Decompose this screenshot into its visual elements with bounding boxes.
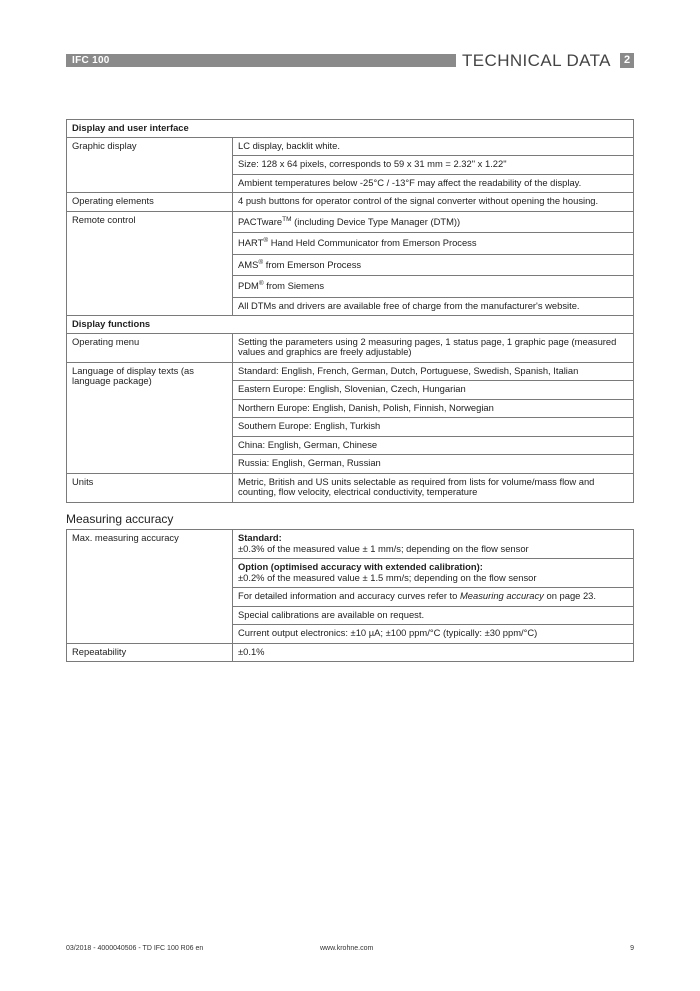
detail-page: on page 23. [543,590,597,601]
table-row [67,530,634,559]
pdm-text: PDM [238,280,259,291]
display-functions-table [66,119,634,503]
table-cell [233,211,634,233]
table-cell [233,559,634,588]
table-row [67,193,634,212]
table-cell: Setting the parameters using 2 measuring pages, 1 status page, 1 graphic page (measured values and graphics are freely adjustable) [233,333,634,362]
table-cell: Current output electronics: ±10 µA; ±100 ppm/°C (typically: ±30 ppm/°C) [233,625,634,644]
ams-text: AMS [238,258,259,270]
table-cell: Special calibrations are available on request. [233,606,634,625]
pactware-rest: (including Device Type Manager (DTM)) [291,215,461,227]
table-cell [233,233,634,255]
trademark-mark: TM [282,215,292,223]
hart-rest: Hand Held Communicator from Emerson Process [268,237,477,248]
row-label-operating-elements: Operating elements [67,193,233,212]
table-cell: 4 push buttons for operator control of the signal converter without opening the housing. [233,193,634,212]
table-row [67,333,634,362]
chapter-number: 2 [620,53,634,68]
hart-text: HART [238,237,264,248]
chapter-title: TECHNICAL DATA [462,51,611,70]
standard-text: ±0.3% of the measured value ± 1 mm/s; depending on the flow sensor [238,542,529,554]
table-cell: Ambient temperatures below -25°C / -13°F may affect the readability of the display. [233,174,634,193]
table-cell: Russia: English, German, Russian [233,455,634,474]
table-cell: All DTMs and drivers are available free of charge from the manufacturer's website. [233,297,634,316]
table-cell: LC display, backlit white. [233,137,634,156]
pdm-rest: from Siemens [263,280,325,291]
table-cell [233,276,634,298]
table-row [67,362,634,381]
measuring-accuracy-reference: Measuring accuracy [459,590,544,601]
table-cell: Metric, British and US units selectable as required from lists for volume/mass flow and counting, flow velocity, electrical conductivity, temperature [233,473,634,502]
registered-mark: ® [258,258,264,266]
option-heading: Option (optimised accuracy with extended calibration): [238,561,483,572]
table-row [67,316,634,334]
table-row [67,473,634,502]
section-heading-display: Display and user interface [67,120,634,138]
registered-mark: ® [258,279,264,287]
table-row [67,211,634,233]
table-row [67,120,634,138]
option-text: ±0.2% of the measured value ± 1.5 mm/s; depending on the flow sensor [238,571,537,583]
table-row [67,137,634,156]
header-bar [66,54,456,67]
row-label-max-accuracy: Max. measuring accuracy [67,530,233,644]
table-cell: Eastern Europe: English, Slovenian, Czech, Hungarian [233,381,634,400]
table-cell: Size: 128 x 64 pixels, corresponds to 59 x 31 mm = 2.32" x 1.22" [233,156,634,175]
row-label-units: Units [67,473,233,502]
footer-website: www.krohne.com [320,945,374,952]
row-label-repeatability: Repeatability [67,643,233,662]
section-heading-functions: Display functions [67,316,634,334]
table-cell: China: English, German, Chinese [233,436,634,455]
row-label-language: Language of display texts (as language package) [67,362,233,473]
pactware-text: PACTware [238,215,283,227]
table-cell [233,530,634,559]
page-number: 9 [630,945,634,952]
standard-heading: Standard: [238,532,282,543]
table-cell [233,588,634,607]
detail-text: For detailed information and accuracy curves refer to [238,590,460,601]
footer-document-id: 03/2018 - 4000040506 - TD IFC 100 R06 en [66,945,204,952]
table-cell: Northern Europe: English, Danish, Polish, Finnish, Norwegian [233,399,634,418]
row-label-remote-control: Remote control [67,211,233,316]
registered-mark: ® [263,236,269,244]
document-name: IFC 100 [72,55,110,66]
row-label-graphic-display: Graphic display [67,137,233,193]
table-row [67,643,634,662]
ams-rest: from Emerson Process [263,258,362,270]
table-cell [233,254,634,276]
page-header [66,52,634,69]
accuracy-table [66,529,634,662]
table-cell: Standard: English, French, German, Dutch, Portuguese, Swedish, Spanish, Italian [233,362,634,381]
table-cell: Southern Europe: English, Turkish [233,418,634,437]
row-label-operating-menu: Operating menu [67,333,233,362]
table-cell: ±0.1% [233,643,634,662]
section-title-accuracy: Measuring accuracy [66,512,174,526]
